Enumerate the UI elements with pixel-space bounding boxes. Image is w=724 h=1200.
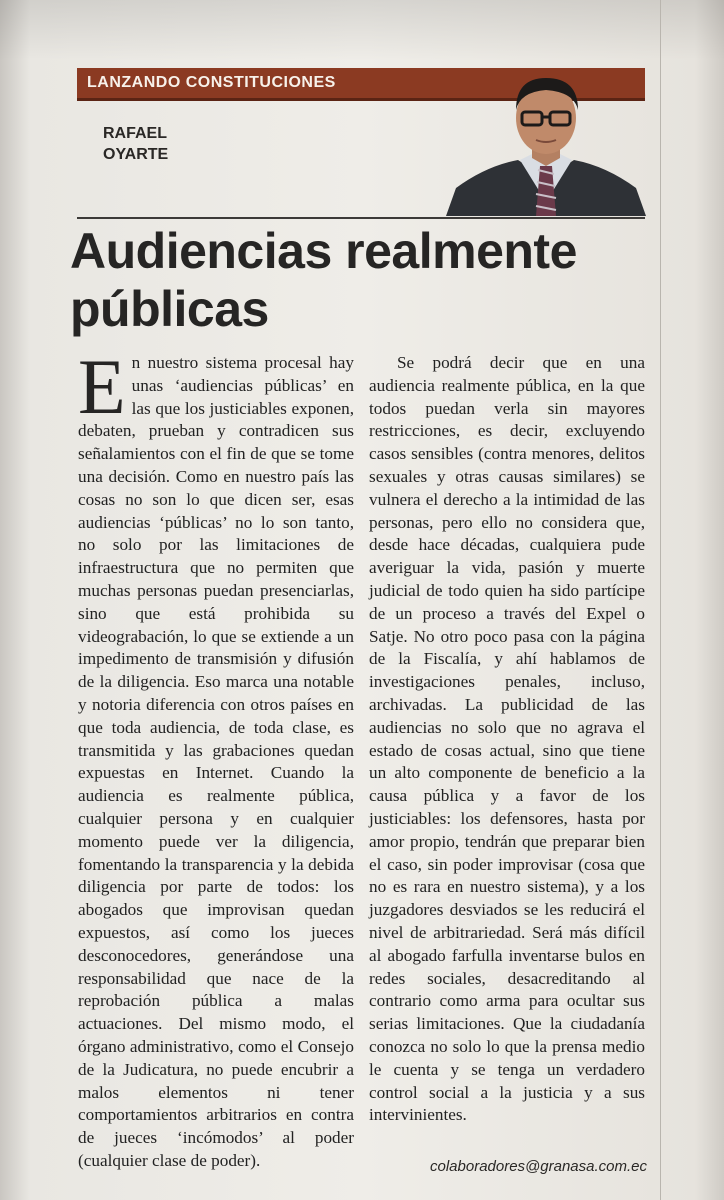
- section-label: LANZANDO CONSTITUCIONES: [87, 74, 336, 91]
- article-headline: [70, 222, 650, 338]
- article-column-right: [369, 352, 645, 1127]
- paper-fold-shadow: [0, 0, 724, 60]
- right-column-text: Se podrá decir que en una audiencia realmente pública, en la que todos puedan verla sin mayores restricciones, es decir, excluyendo casos sensibles (contra menores, delitos sexuales y otras causas similares) se vulnera el derecho a la intimidad de las personas, pero ello no considera que, desde hace décadas, cualquiera pude averiguar la vida, pasión y muerte judicial de todo quien ha sido partícipe de un proceso a través del Expel o Satje. No otro poco pasa con la página de la Fiscalía, y ahí hablamos de investigaciones penales, incluso, archivadas. La publicidad de las audiencias no solo que no agrava el estado de cosas actual, sino que tiene un alto componente de beneficio a la causa pública y a favor de los justiciables: los defensores, hasta por amor propio, tendrán que preparar bien el caso, sin poder improvisar (cosa que no es rara en nuestro sistema), y a los juzgadores desviados se les reducirá el nivel de arbitrariedad. Será más difícil al abogado farfulla inventarse bulos en redes sociales, desacreditando al contrario como arma para ocultar sus serias limitaciones. Que la ciudadanía conozca no solo lo que la prensa medio le cuenta y se tenga un verdadero control social a la justicia y a sus intervinientes.: [369, 353, 645, 1125]
- left-column-body: n nuestro sistema procesal hay unas ‘audiencias públicas’ en las que los justiciables exponen, debaten, prueban y contradicen sus señalamientos con el fin de que se tome una decisión. Como en nuestro país las cosas no son lo que dicen ser, esas audiencias ‘públicas’ no lo son tanto, no solo por las limitaciones de infraestructura que no permiten que muchas personas puedan presenciarlas, sino que está prohibida su videograbación, lo que se extiende a un impedimento de transmisión y difusión de la diligencia. Eso marca una notable y notoria diferencia con otros países en que toda audiencia, de toda clase, es transmitida y las grabaciones quedan expuestas en Internet. Cuando la audiencia es realmente pública, cualquier persona y en cualquier momento puede ver la diligencia, fomentando la transparencia y la debida diligencia por parte de todos: los abogados que improvisan quedan expuestos, así como los jueces desconocedores, generándose una responsabilidad que nace de la reprobación pública a malas actuaciones. Del mismo modo, el órgano administrativo, como el Consejo de la Judicatura, no puede encubrir a malos elementos ni tener comportamientos arbitrarios en contra de jueces ‘incómodos’ al poder (cualquier clase de poder).: [78, 353, 354, 1170]
- left-column-text: [78, 343, 354, 1173]
- author-first-name: RAFAEL: [103, 125, 167, 142]
- drop-cap: E: [78, 343, 126, 430]
- headline-line-2: públicas: [70, 281, 269, 337]
- headline-line-1: Audiencias realmente: [70, 223, 577, 279]
- column-rule: [660, 0, 661, 1200]
- author-portrait-icon: [446, 70, 646, 216]
- article-column-left: [78, 343, 354, 1173]
- author-photo: [446, 70, 646, 216]
- author-name: [103, 123, 243, 165]
- author-last-name: OYARTE: [103, 146, 169, 163]
- header-rule: [77, 217, 645, 219]
- contact-email: colaboradores@granasa.com.ec: [430, 1158, 648, 1175]
